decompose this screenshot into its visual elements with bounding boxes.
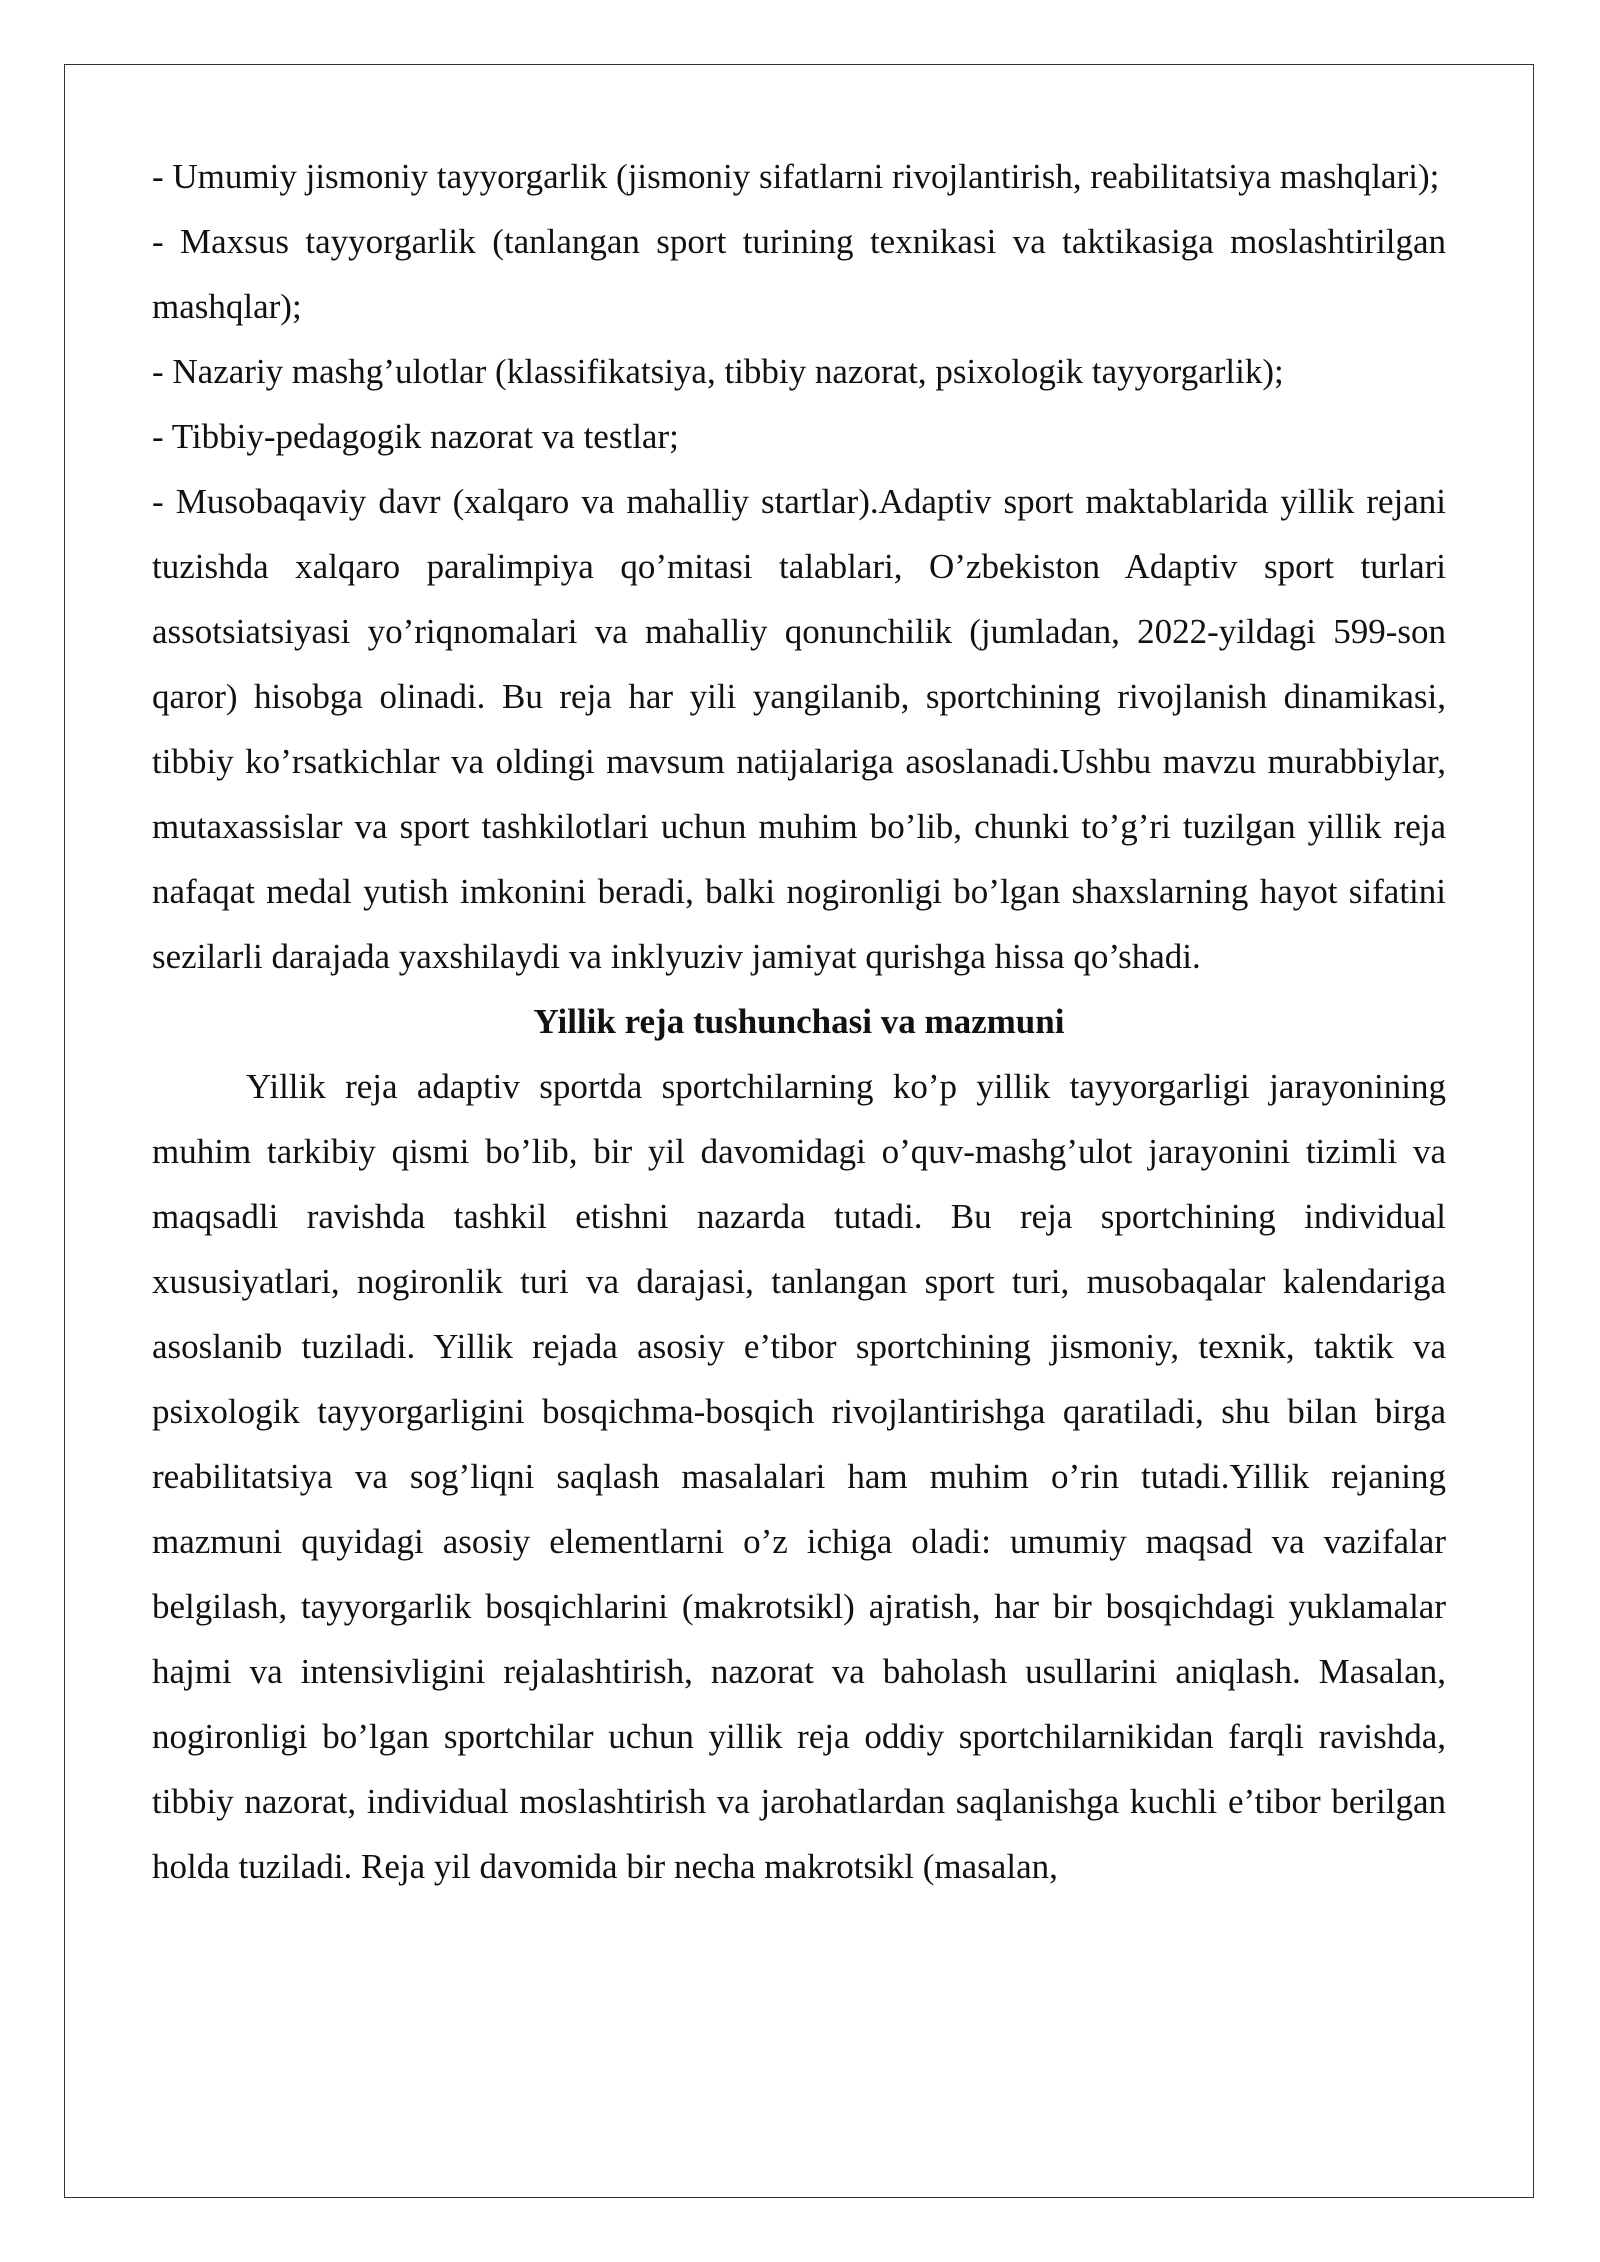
bullet-theory-lessons: - Nazariy mashg’ulotlar (klassifikatsiya, tibbiy nazorat, psixologik tayyorgarlik); bbox=[152, 352, 1284, 391]
bullet-medical-control: - Tibbiy-pedagogik nazorat va testlar; bbox=[152, 417, 679, 456]
section-paragraph: Yillik reja adaptiv sportda sportchilarning ko’p yillik tayyorgarligi jarayonining muhim tarkibiy qismi bo’lib, bir yil davomidagi o’quv-mashg’ulot jarayonini tizimli va maqsadli ravishda tashkil etishni nazarda tutadi. Bu reja sportchining individual xususiyatlari, nogironlik turi va darajasi, tanlangan sport turi, musobaqalar kalendariga asoslanib tuziladi. Yillik rejada asosiy e’tibor sportchining jismoniy, texnik, taktik va psixologik tayyorgarligini bosqichma-bosqich rivojlantirishga qaratiladi, shu bilan birga reabilitatsiya va sog’liqni saqlash masalalari ham muhim o’rin tutadi.Yillik rejaning mazmuni quyidagi asosiy elementlarni o’z ichiga oladi: umumiy maqsad va vazifalar belgilash, tayyorgarlik bosqichlarini (makrotsikl) ajratish, har bir bosqichdagi yuklamalar hajmi va intensivligini rejalashtirish, nazorat va baholash usullarini aniqlash. Masalan, nogironligi bo’lgan sportchilar uchun yillik reja oddiy sportchilarnikidan farqli ravishda, tibbiy nazorat, individual moslashtirish va jarohatlardan saqlanishga kuchli e’tibor berilgan holda tuziladi. Reja yil davomida bir necha makrotsikl (masalan, bbox=[152, 1067, 1446, 1886]
section-heading: Yillik reja tushunchasi va mazmuni bbox=[533, 1002, 1065, 1041]
bullet-general-training: - Umumiy jismoniy tayyorgarlik (jismoniy sifatlarni rivojlantirish, reabilitatsiya mashqlari); bbox=[152, 157, 1440, 196]
bullet-competition-period: - Musobaqaviy davr (xalqaro va mahalliy startlar).Adaptiv sport maktablarida yillik rejani tuzishda xalqaro paralimpiya qo’mitasi talablari, O’zbekiston Adaptiv sport turlari assotsiatsiyasi yo’riqnomalari va mahalliy qonunchilik (jumladan, 2022-yildagi 599-son qaror) hisobga olinadi. Bu reja har yili yangilanib, sportchining rivojlanish dinamikasi, tibbiy ko’rsatkichlar va oldingi mavsum natijalariga asoslanadi.Ushbu mavzu murabbiylar, mutaxassislar va sport tashkilotlari uchun muhim bo’lib, chunki to’g’ri tuzilgan yillik reja nafaqat medal yutish imkonini beradi, balki nogironligi bo’lgan shaxslarning hayot sifatini sezilarli darajada yaxshilaydi va inklyuziv jamiyat qurishga hissa qo’shadi. bbox=[152, 482, 1446, 976]
bullet-special-training: - Maxsus tayyorgarlik (tanlangan sport turining texnikasi va taktikasiga moslashtirilgan mashqlar); bbox=[152, 222, 1446, 326]
document-body bbox=[152, 144, 1446, 1899]
